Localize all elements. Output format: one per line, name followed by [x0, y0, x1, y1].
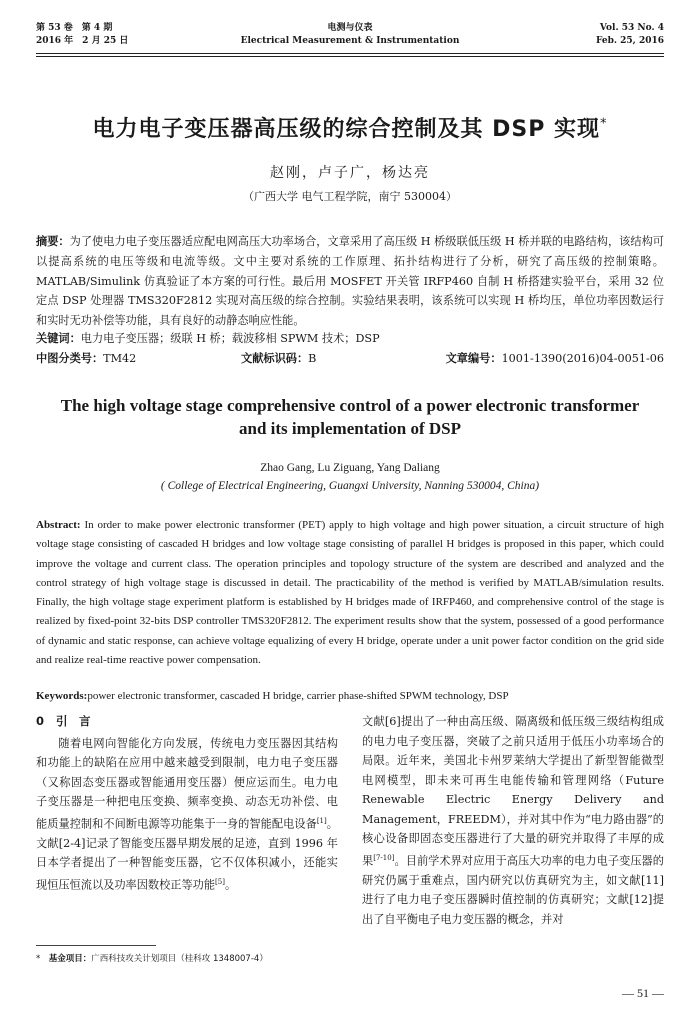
- abstract-en-label: Abstract:: [36, 519, 81, 531]
- clc-number: [36, 350, 136, 366]
- intro-text-2a: 文献[6]提出了一种由高压级、隔离级和低压级三级结构组成的电力电子变压器，突破了之前只适用于低压小功率场合的局限。近年来，美国北卡州罗莱纳大学提出了新型智能微型电网模型，即未来可再生电能传输和管理网络（Future Renewable Electric Energy Delivery and Management，FREEDM），并对其中作为“电力路由器”的核心设备即固态变压器进行了大量的研究并取得了丰厚的成果: [362, 715, 664, 868]
- intro-text-1a: 随着电网向智能化方向发展，传统电力变压器因其结构和功能上的缺陷在应用中越来越受到限制，电力电子变压器（又称固态变压器或智能通用变压器）便应运而生。电力电子变压器是一种把电压变换、频率变换、动态无功补偿、电能质量控制和不间断电源等功能集于一身的智能配电设备: [36, 736, 338, 831]
- footnote-mark: *: [36, 954, 41, 964]
- abstract-cn-text: 为了使电力电子变压器适应配电网高压大功率场合，文章采用了高压级 H 桥级联低压级 H 桥并联的电路结构，该结构可以提高系统的电压等级和电流等级。文中主要对系统的工作原理、拓扑结构进行了分析，研究了高压级的控制策略。MATLAB/Simulink 仿真验证了本方案的可行性。最后用 MOSFET 开关管 IRFP460 自制 H 桥搭建实验平台，采用 32 位定点 DSP 处理器 TMS320F2812 实现对高压级的综合控制。实验结果表明，该系统可以实现 H 桥均压，单位功率因数运行和实时无功补偿等功能，具有良好的动静态响应性能。: [36, 235, 664, 328]
- doc-label: 文献标识码：: [241, 352, 309, 365]
- document-code: [241, 350, 316, 366]
- abstract-en: [36, 516, 664, 670]
- citation-5: [5]: [215, 877, 225, 886]
- footnote-label: 基金项目：: [48, 954, 92, 964]
- header-rule-thin: [36, 56, 664, 57]
- volume-cn: 第 53 卷 第 4 期: [36, 23, 113, 33]
- header-center: [36, 22, 664, 48]
- intro-text-1b: 。文献[2-4]记录了智能变压器早期发展的足迹，直到 1996 年日本学者提出了一种智能变压器，它不仅体积减小，还能实现恒压恒流以及功率因数校正等功能: [36, 817, 338, 892]
- title-cn-text: 电力电子变压器高压级的综合控制及其 DSP 实现: [92, 117, 601, 142]
- journal-name-en: Electrical Measurement & Instrumentation: [240, 36, 460, 46]
- intro-text-1c: 。: [224, 878, 237, 892]
- keywords-en: [36, 690, 664, 702]
- section-number: 0: [36, 714, 45, 728]
- intro-paragraph-1: [36, 734, 338, 895]
- affiliation-cn: （广西大学 电气工程学院，南宁 530004）: [243, 190, 457, 203]
- classification-row: [36, 350, 664, 368]
- title-footnote-mark: *: [600, 116, 608, 132]
- body-column-right: [362, 712, 664, 929]
- keywords-en-text: power electronic transformer, cascaded H bridge, carrier phase-shifted SPWM technology, DSP: [87, 690, 509, 702]
- journal-name-cn: 电测与仪表: [327, 23, 373, 33]
- article-number: [446, 350, 664, 366]
- section-heading-intro: [36, 712, 338, 732]
- running-header: [36, 22, 664, 52]
- footnote-rule: [36, 945, 156, 946]
- article-label: 文章编号：: [445, 352, 502, 365]
- funding-footnote: [36, 952, 338, 964]
- intro-paragraph-2: [362, 712, 664, 929]
- abstract-cn-label: 摘要：: [36, 235, 70, 248]
- abstract-cn: [36, 232, 664, 331]
- authors-cn: 赵刚，卢子广，杨达亮: [270, 165, 430, 181]
- footnote-text: 广西科技攻关计划项目（桂科攻 1348007-4）: [91, 954, 268, 964]
- keywords-en-label: Keywords:: [36, 690, 88, 702]
- keywords-cn-text: 电力电子变压器；级联 H 桥；载波移相 SPWM 技术；DSP: [80, 332, 380, 345]
- volume-en: Vol. 53 No. 4: [599, 23, 664, 33]
- citation-7-10: [7-10]: [373, 853, 395, 862]
- article-value: 1001-1390(2016)04-0051-06: [501, 352, 664, 365]
- citation-1: [1]: [316, 816, 327, 825]
- date-cn: 2016 年 2 月 25 日: [36, 36, 129, 46]
- keywords-cn: [36, 330, 664, 346]
- page-number: — 51 —: [622, 986, 664, 1000]
- title-cn: [0, 112, 700, 143]
- affiliation-en: ( College of Electrical Engineering, Guangxi University, Nanning 530004, China): [160, 480, 540, 492]
- doc-value: B: [308, 352, 317, 365]
- clc-value: TM42: [103, 352, 137, 365]
- abstract-en-text: In order to make power electronic transformer (PET) apply to high voltage and high power situation, a circuit structure of high voltage stage consisting of cascaded H bridges and low voltage stage consisting of parallel H bridges is proposed in this paper, which could improve the voltage and current class. The operation principles and topology structure of the system are described and analyzed and the control strategy of high voltage stage is discussed in detail. The practicability of the method is verified by MATLAB/simulation results. Finally, the high voltage stage experiment platform is established by H bridges made of IRFP460, and comprehensive control of the stage is realized by fixed-point 32-bits DSP controller TMS320F2812. The experiment results show that the system, possessed of a good performance of dynamic and static response, can achieve voltage equalizing of every H bridge, operate under a unit power factor condition on the grid side and realize real-time reactive power compensation.: [36, 519, 664, 667]
- header-rule: [36, 53, 664, 54]
- section-title: 引 言: [56, 714, 91, 728]
- body-column-left: [36, 712, 338, 895]
- date-en: Feb. 25, 2016: [595, 36, 664, 46]
- clc-label: 中图分类号：: [36, 352, 104, 365]
- authors-en: Zhao Gang, Lu Ziguang, Yang Daliang: [260, 462, 440, 474]
- intro-text-2b: 。目前学术界对应用于高压大功率的电力电子变压器的研究仍属于重难点，国内研究以仿真研究为主，如文献[11]进行了电力电子变压器瞬时值控制的仿真研究；文献[12]提出了自平衡电子电力变压器的概念，并对: [362, 854, 664, 926]
- keywords-cn-label: 关键词：: [36, 332, 81, 345]
- header-right: [596, 22, 664, 48]
- title-en: The high voltage stage comprehensive control of a power electronic transformer and its implementation of DSP: [60, 396, 640, 438]
